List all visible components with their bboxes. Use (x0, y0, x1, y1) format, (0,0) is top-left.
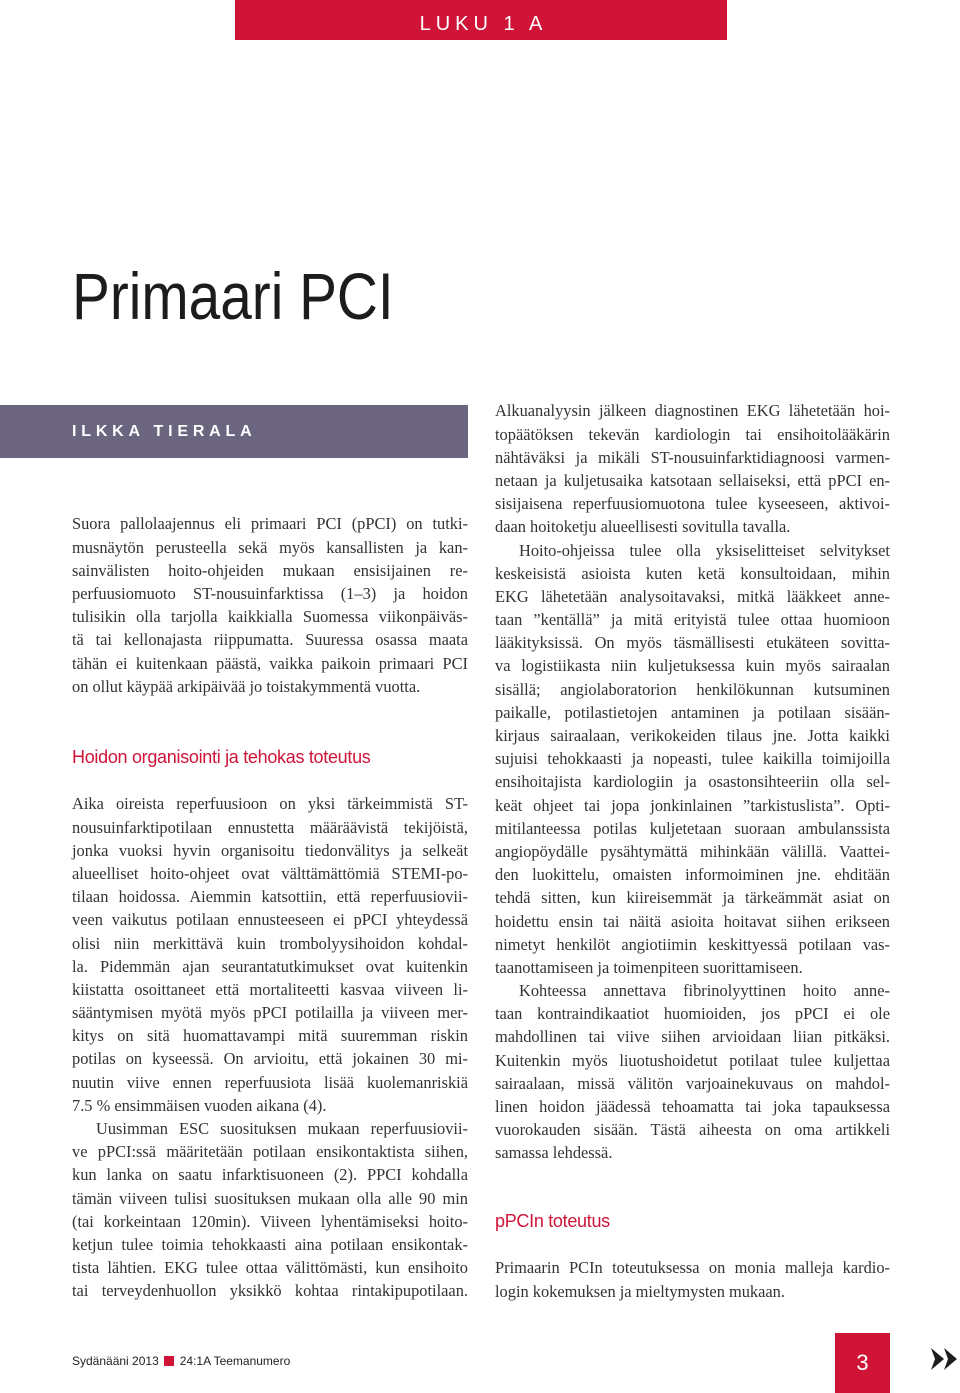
text-line: nähtäväksi ja mikäli ST-nousuinfarktidiagnoosi varmen- (495, 447, 890, 467)
text-line: on ollut käypää arkipäivää jo toistakymmentä vuotta. (72, 676, 421, 696)
section-heading: Hoidon organisointi ja tehokas toteutus (72, 747, 371, 767)
text-line: olisi niin merkittävä kuin trombolyysihoidon kohdal- (72, 933, 468, 953)
text-line: sääntymisen myötä myös pPCI potilailla ja viiveen mer- (72, 1003, 468, 1023)
red-square-icon (164, 1356, 174, 1366)
body-paragraph (72, 1117, 468, 1303)
text-line: samassa lehdessä. (495, 1143, 613, 1163)
right-column-body (495, 399, 890, 1164)
left-column-body (72, 792, 468, 1302)
text-line: jonka vuoksi hyvin organisoitu tiedonvälitys ja selkeät (72, 840, 468, 860)
publication-name: Sydänääni 2013 (72, 1354, 159, 1368)
text-line: kun lanka on saatu infarktisuoneen (2). PPCI kohdalla (72, 1165, 468, 1185)
section-label: LUKU 1 A (419, 13, 548, 35)
page-footer (72, 1353, 290, 1369)
text-line: Aika oireista reperfuusioon on yksi tärkeimmistä ST- (72, 794, 468, 814)
text-line: potilas on kyseessä. On arvioitu, että jokainen 30 mi- (72, 1049, 468, 1069)
text-line: sujuisi tehokkaasti ja nopeasti, tulee kaikilla toimijoilla (495, 749, 890, 769)
text-line: topäätöksen tekevän kardiologin tai ensihoitolääkärin (495, 424, 890, 444)
body-paragraph (495, 539, 890, 980)
text-line: keskeisistä asioista kuten ketä konsultoidaan, mihin (495, 563, 890, 583)
text-line: sisijaisena reperfuusiomuotona tulee kyseeseen, aktivoi- (495, 494, 890, 514)
text-line: la. Pidemmän ajan seurantatutkimukset ovat kuitenkin (72, 956, 468, 976)
text-line: tä tai kellonajasta riippumatta. Suuressa osassa maata (72, 630, 468, 650)
text-line: 7.5 % ensimmäisen vuoden aikana (4). (72, 1095, 327, 1115)
fast-forward-icon[interactable] (931, 1348, 958, 1370)
text-line: taan ”kentällä” ja mitä erityistä tulee ottaa huomioon (495, 610, 890, 630)
text-line: Hoito-ohjeissa tulee olla yksiselitteiset selvitykset (519, 540, 890, 560)
text-line: sairaalaan, missä välitön varjoainekuvaus on mahdol- (495, 1073, 890, 1093)
article-title: Primaari PCI (72, 259, 394, 333)
text-line: Suora pallolaajennus eli primaari PCI (pPCI) on tutki- (72, 514, 468, 534)
text-line: perfuusiomuoto ST-nousuinfarktissa (1–3) ja hoidon (72, 583, 468, 603)
text-line: tai terveydenhuollon yksikkö kohtaa rintakipupotilaan. (72, 1281, 468, 1301)
text-line: kirjaus sairaalaan, verikokeiden tilaus jne. Jotta kaikki (495, 726, 890, 746)
text-line: Kuitenkin myös liuotushoidetut potilaat tulee kuljettaa (495, 1050, 890, 1070)
text-line: taan kontraindikaatiot huomioiden, jos pPCI ei ole (495, 1004, 890, 1024)
text-line: tilaan hoidossa. Aiemmin katsottiin, että reperfuusiovii- (72, 887, 468, 907)
page-number-box (835, 1333, 890, 1393)
text-line: tista lähtien. EKG tulee ottaa välittömästi, kun ensihoito (72, 1258, 468, 1278)
text-line: mahdollinen tai viive siihen arvioidaan liian pitkäksi. (495, 1027, 890, 1047)
text-line: lääkityksissä. On myös täsmällisesti etukäteen sovitta- (495, 633, 890, 653)
text-line: veen vaikutus potilaan ennusteeseen ei pPCI yhteydessä (72, 910, 468, 930)
text-line: keät ohjeet tai jopa jonkinlainen ”tarkistuslista”. Opti- (495, 795, 890, 815)
text-line: (tai korkeintaan 120min). Viiveen lyhentämiseksi hoito- (72, 1211, 468, 1231)
text-line: Kohteessa annettava fibrinolyyttinen hoito anne- (519, 981, 890, 1001)
section-heading: pPCIn toteutus (495, 1211, 610, 1231)
page-number: 3 (856, 1350, 869, 1375)
text-line: tämän viiveen tulisi suosituksen mukaan olla alle 90 min (72, 1188, 468, 1208)
body-paragraph (495, 399, 890, 538)
body-paragraph (495, 979, 890, 1165)
author-name: ILKKA TIERALA (72, 422, 257, 440)
text-line: nuutin viive ennen reperfuusiota lisää kuolemanriskiä (72, 1072, 468, 1092)
text-line: sisällä; angiolaboratorion henkilökunnan kutsuminen (495, 679, 890, 699)
text-line: daan hoitoketju alueellisesti sovitulla tavalla. (495, 517, 791, 537)
text-line: ketjun tulee toimia tehokkaasti aina potilaan ensikontak- (72, 1234, 468, 1254)
text-line: ensihoitajista kardiologiin ja osastonsihteeriin olla sel- (495, 772, 890, 792)
body-paragraph (72, 792, 468, 1117)
text-line: alueelliset hoito-ohjeet ovat välttämättömiä STEMI-po- (72, 863, 468, 883)
text-line: musnäytön perusteella sekä myös kansallisten ja kan- (72, 537, 468, 557)
section-banner (235, 0, 727, 40)
text-line: Primaarin PCIn toteutuksessa on monia malleja kardio- (495, 1258, 890, 1278)
text-line: sainvälisten hoito-ohjeiden mukaan ensisijainen re- (72, 560, 468, 580)
text-line: va logistiikasta niin kuljetuksessa kuin myös sairaalan (495, 656, 890, 676)
text-line: login kokemuksen ja mieltymysten mukaan. (495, 1281, 785, 1301)
text-line: paikalle, potilastietojen antaminen ja potilaan sisään- (495, 702, 890, 722)
right-column-closing (495, 1256, 890, 1302)
text-line: tehdä sitten, kun kiireisemmät ja tärkeämmät asiat on (495, 888, 890, 908)
text-line: angiopöydälle pysähtymättä mihinkään välillä. Vaattei- (495, 841, 890, 861)
issue-label: 24:1A Teemanumero (179, 1354, 291, 1368)
text-line: kiistatta osoittaneet että mortaliteetti kasvaa viiveen li- (72, 979, 468, 999)
text-line: tulisikin olla tarjolla kaikkialla Suomessa viikonpäiväs- (72, 607, 468, 627)
text-line: kitys on sitä huomattavampi mitä suuremman riskin (72, 1026, 468, 1046)
intro-paragraph (72, 512, 468, 698)
text-line: EKG lähetetään analysoitavaksi, mitkä lääkkeet anne- (495, 586, 890, 606)
text-line: tähän ei kuitenkaan päästä, vaikka paikoin primaari PCI (72, 653, 468, 673)
text-line: hoidettu ensin tai näitä asioita hoitavat siihen erikseen (495, 911, 890, 931)
text-line: den luokittelu, omaisten informoiminen jne. ehditään (495, 865, 890, 885)
text-line: Uusimman ESC suosituksen mukaan reperfuusiovii- (96, 1119, 468, 1139)
text-line: nousuinfarktipotilaan ennustetta määräävistä tekijöistä, (72, 817, 468, 837)
text-line: ve pPCI:ssä määritetään potilaan ensikontaktista siihen, (72, 1142, 468, 1162)
intro-block (72, 512, 468, 698)
author-band (0, 405, 468, 458)
text-line: vuorokauden sisään. Tästä aiheesta on oma artikkeli (495, 1120, 890, 1140)
text-line: mitilanteessa potilas kuljetetaan suoraan ambulanssista (495, 818, 890, 838)
text-line: Alkuanalyysin jälkeen diagnostinen EKG lähetetään hoi- (495, 401, 890, 421)
text-line: linen hoidon jäädessä tehoamatta tai joka tapauksessa (495, 1097, 890, 1117)
text-line: nimetyt henkilöt angiotiimin keskittyessä potilaan vas- (495, 934, 890, 954)
text-line: netaan ja kuljetusaika katsotaan sellaiseksi, että pPCI en- (495, 470, 890, 490)
body-paragraph (495, 1256, 890, 1302)
text-line: taanottamiseen ja toimenpiteen suorittamiseen. (495, 957, 803, 977)
